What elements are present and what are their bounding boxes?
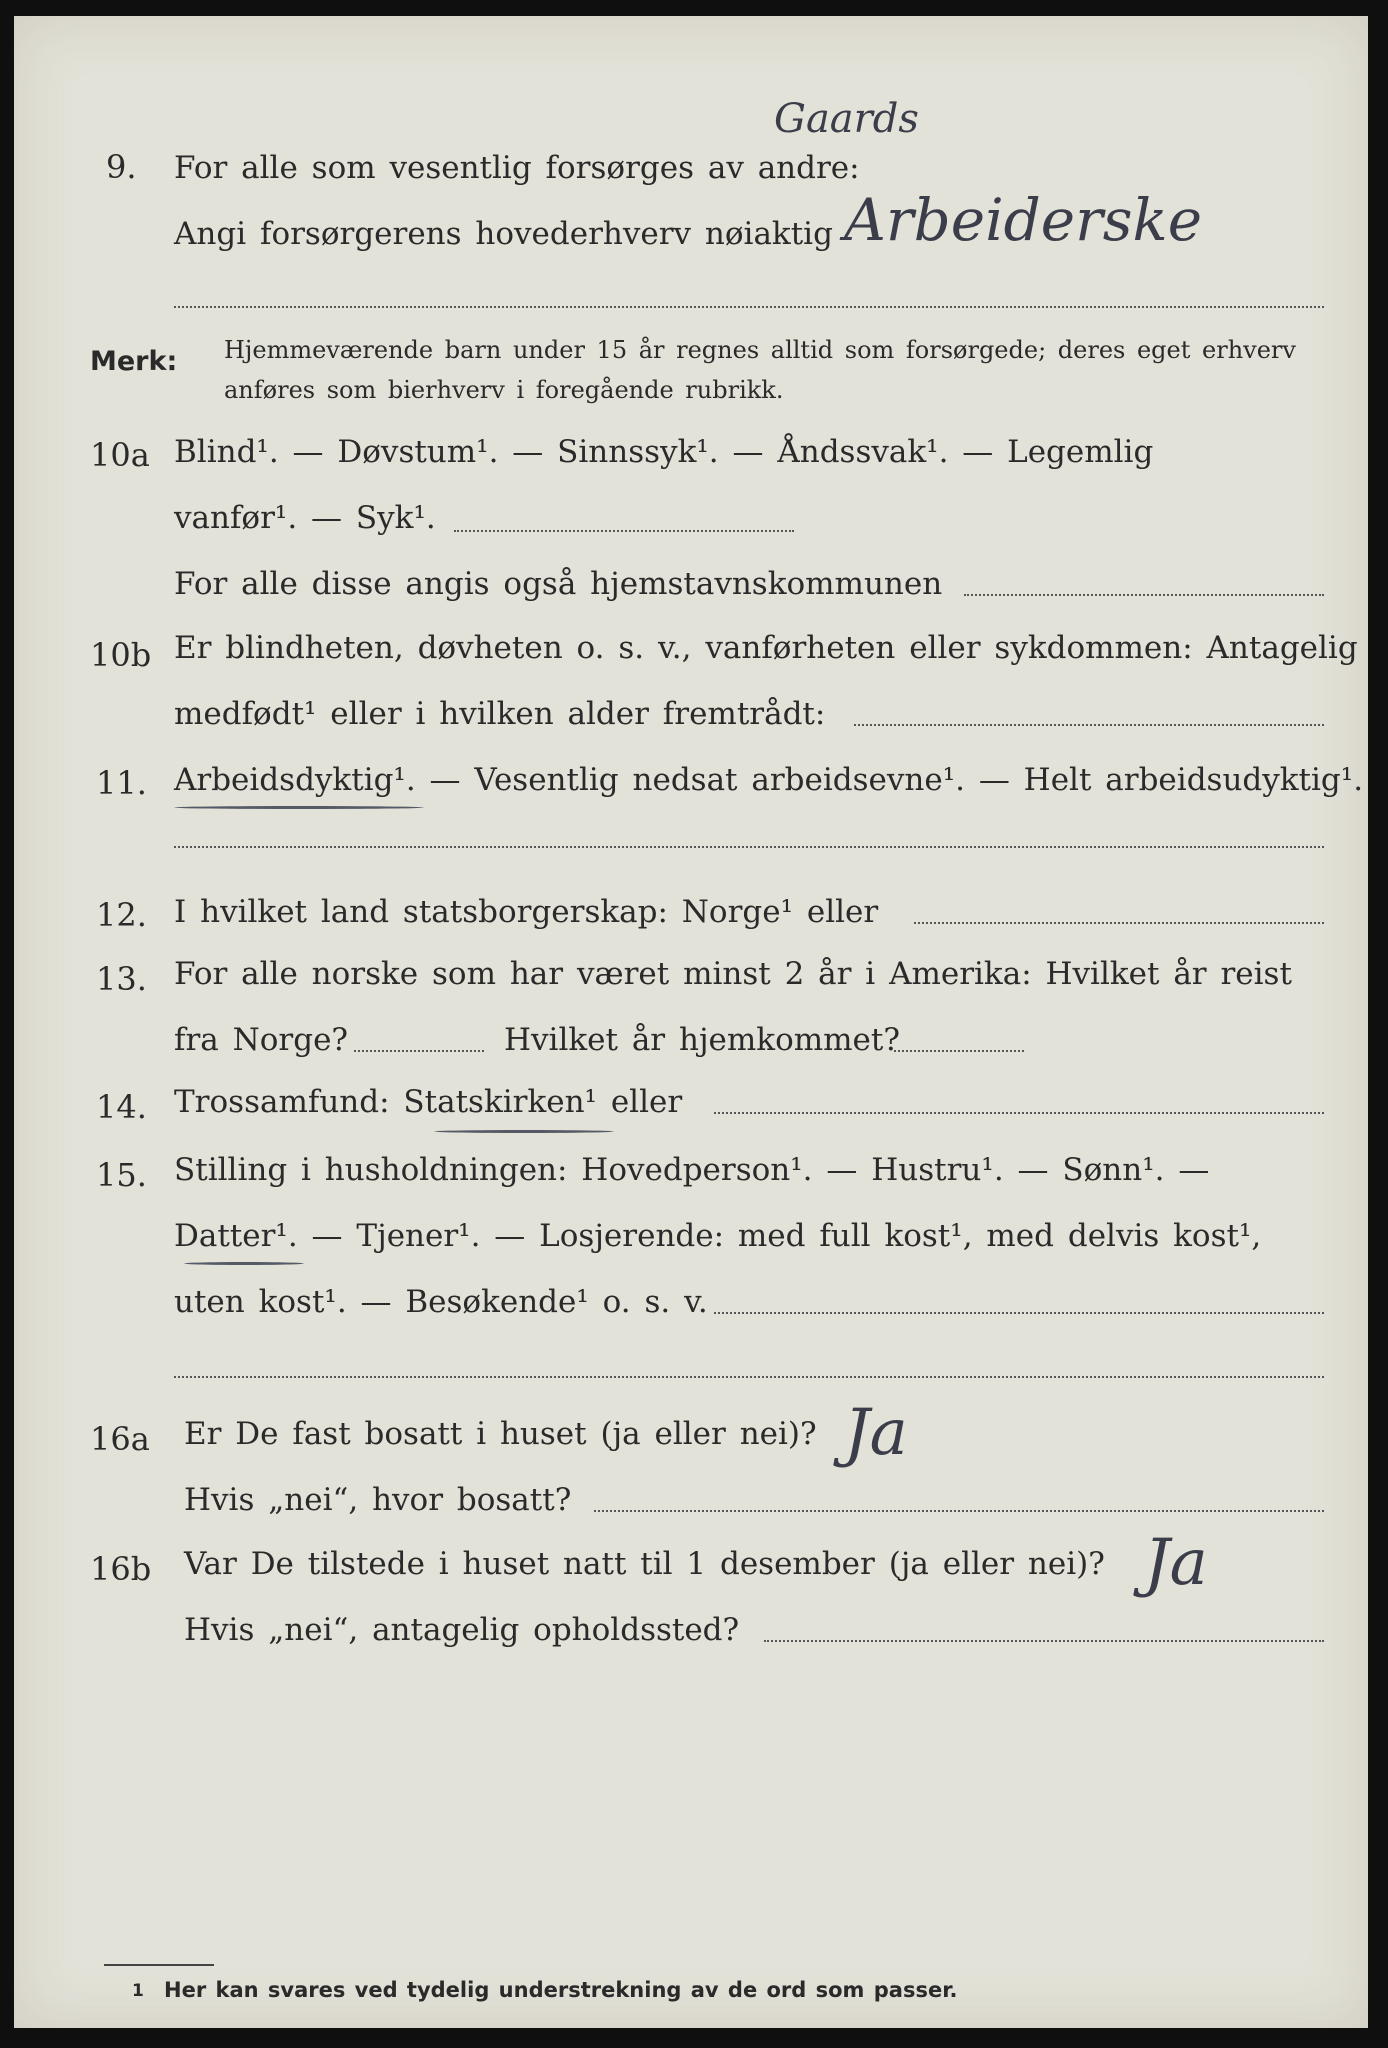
question-15-line-1: Stilling i husholdningen: Hovedperson¹. — Hustru¹. — Sønn¹. — bbox=[174, 1152, 1210, 1188]
question-11-line-1: Arbeidsdyktig¹. — Vesentlig nedsat arbeidsevne¹. — Helt arbeidsudyktig¹. bbox=[174, 762, 1364, 798]
question-number-11: 11. bbox=[96, 764, 147, 802]
answer-line-15-extra bbox=[174, 1376, 1324, 1378]
question-10b-line-2: medfødt¹ eller i hvilken alder fremtrådt: bbox=[174, 696, 826, 732]
note-label: Merk: bbox=[90, 346, 178, 377]
answer-line-11 bbox=[174, 846, 1324, 848]
question-13-line-1: For alle norske som har været minst 2 år i Amerika: Hvilket år reist bbox=[174, 956, 1292, 992]
underline-arbeidsdyktig bbox=[174, 806, 424, 809]
underline-datter bbox=[184, 1262, 304, 1265]
note-line-1: Hjemmeværende barn under 15 år regnes alltid som forsørgede; deres eget erhverv bbox=[224, 336, 1296, 364]
answer-line-16a bbox=[594, 1510, 1324, 1512]
handwritten-answer-9: Arbeiderske bbox=[844, 186, 1203, 254]
question-13-line-2b: Hvilket år hjemkommet? bbox=[504, 1022, 900, 1058]
answer-line-16b bbox=[764, 1640, 1324, 1642]
question-number-12: 12. bbox=[96, 896, 147, 934]
answer-line-10a-1 bbox=[454, 530, 794, 532]
census-form-page bbox=[14, 16, 1368, 2028]
question-15-line-2: Datter¹. — Tjener¹. — Losjerende: med full kost¹, med delvis kost¹, bbox=[174, 1218, 1262, 1254]
footnote-text: Her kan svares ved tydelig understrekning av de ord som passer. bbox=[164, 1978, 958, 2002]
answer-line-10a-2 bbox=[964, 594, 1324, 596]
question-number-10a: 10a bbox=[90, 436, 150, 474]
question-13-line-2a: fra Norge? bbox=[174, 1022, 349, 1058]
answer-line-13-year-left bbox=[354, 1050, 484, 1052]
handwritten-answer-16b: Ja bbox=[1144, 1526, 1208, 1600]
question-number-16b: 16b bbox=[90, 1550, 152, 1588]
question-number-13: 13. bbox=[96, 960, 147, 998]
question-10a-line-2: vanfør¹. — Syk¹. bbox=[174, 500, 436, 536]
question-16a-line-2: Hvis „nei“, hvor bosatt? bbox=[184, 1482, 572, 1518]
handwritten-answer-16a: Ja bbox=[844, 1396, 908, 1470]
question-12-line-1: I hvilket land statsborgerskap: Norge¹ eller bbox=[174, 894, 879, 930]
question-10b-line-1: Er blindheten, døvheten o. s. v., vanførheten eller sykdommen: Antagelig bbox=[174, 630, 1358, 666]
answer-line-15 bbox=[714, 1312, 1324, 1314]
answer-line-13-year-returned bbox=[894, 1050, 1024, 1052]
answer-line-9 bbox=[174, 306, 1324, 308]
question-16a-line-1: Er De fast bosatt i huset (ja eller nei)? bbox=[184, 1416, 817, 1452]
handwritten-answer-9-above: Gaards bbox=[774, 96, 919, 142]
question-16b-line-1: Var De tilstede i huset natt til 1 desember (ja eller nei)? bbox=[184, 1546, 1105, 1582]
question-15-line-3: uten kost¹. — Besøkende¹ o. s. v. bbox=[174, 1284, 708, 1320]
underline-statskirken bbox=[434, 1130, 614, 1133]
question-10a-line-1: Blind¹. — Døvstum¹. — Sinnssyk¹. — Åndssvak¹. — Legemlig bbox=[174, 434, 1154, 470]
answer-line-14 bbox=[714, 1112, 1324, 1114]
question-16b-line-2: Hvis „nei“, antagelig opholdssted? bbox=[184, 1612, 740, 1648]
question-14-line-1: Trossamfund: Statskirken¹ eller bbox=[174, 1084, 683, 1120]
answer-line-10b bbox=[854, 724, 1324, 726]
footnote-rule bbox=[104, 1964, 214, 1966]
note-line-2: anføres som bierhverv i foregående rubrikk. bbox=[224, 376, 784, 404]
question-number-9: 9. bbox=[106, 148, 137, 186]
question-9-line-1: For alle som vesentlig forsørges av andre: bbox=[174, 150, 860, 186]
question-number-14: 14. bbox=[96, 1088, 147, 1126]
footnote-mark: 1 bbox=[132, 1981, 144, 2001]
question-9-line-2: Angi forsørgerens hovederhverv nøiaktig bbox=[174, 216, 833, 252]
answer-line-12 bbox=[914, 922, 1324, 924]
question-number-16a: 16a bbox=[90, 1420, 150, 1458]
question-number-15: 15. bbox=[96, 1156, 147, 1194]
question-10a-line-3: For alle disse angis også hjemstavnskommunen bbox=[174, 566, 943, 602]
question-number-10b: 10b bbox=[90, 636, 152, 674]
